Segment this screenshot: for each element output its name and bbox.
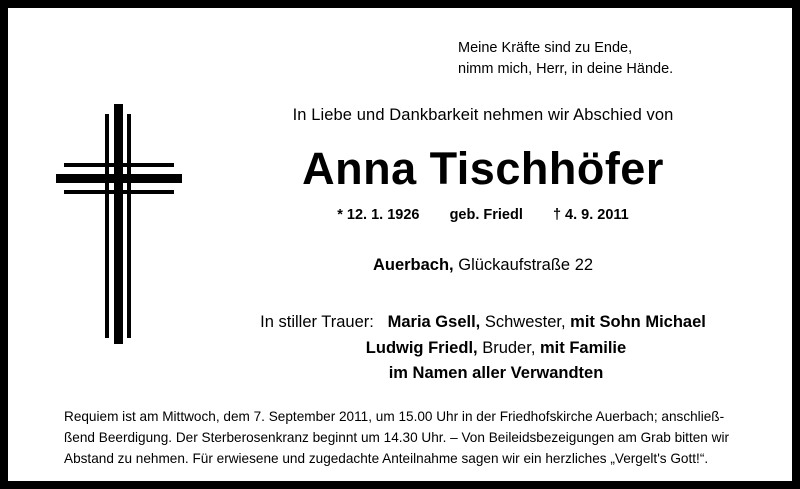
lead-text: In Liebe und Dankbarkeit nehmen wir Abschied von [292, 106, 674, 124]
deceased-name: Anna Tischhöfer [302, 143, 664, 194]
mourner-1-extra: mit Sohn Michael [570, 313, 706, 331]
maiden-name: geb. Friedl [449, 207, 523, 223]
cross-icon [56, 104, 186, 344]
service-details-line-2: ßend Beerdigung. Der Sterberosenkranz beginnt um 14.30 Uhr. – Von Beileidsbezeigungen am Grab bitten wir [64, 430, 729, 446]
cross-vertical-thin-left [105, 114, 109, 338]
cross-horizontal-thin-bottom [64, 190, 174, 194]
mourner-2-extra: mit Familie [540, 338, 627, 357]
death-date: † 4. 9. 2011 [552, 207, 629, 223]
epitaph-line-1: Meine Kräfte sind zu Ende, [458, 40, 633, 56]
service-details-line-1: Requiem ist am Mittwoch, dem 7. September 2011, um 15.00 Uhr in der Friedhofskirche Auerbach; anschließ- [64, 409, 725, 424]
mourner-2-name: Ludwig Friedl, [365, 338, 478, 357]
mourner-1-relation: Schwester, [484, 313, 566, 331]
mourners-block [198, 310, 768, 387]
address-town: Auerbach, [372, 256, 454, 274]
cross-vertical-thick [114, 104, 123, 344]
address-street: Glückaufstraße 22 [458, 256, 594, 274]
mourners-label: In stiller Trauer: [260, 313, 374, 331]
epitaph-line-2: nimm mich, Herr, in deine Hände. [458, 61, 674, 78]
obituary-notice [8, 8, 792, 481]
main-text-block [198, 106, 768, 387]
cross-horizontal-thick [56, 174, 182, 183]
service-details-line-3: Abstand zu nehmen. Für erwiesene und zugedachte Anteilnahme sagen wir ein herzliches „Vergelt's Gott!“. [64, 451, 709, 467]
life-dates [198, 207, 768, 223]
mourner-1-name: Maria Gsell, [387, 313, 481, 331]
cross-horizontal-thin-top [64, 163, 174, 167]
mourners-row-2 [224, 336, 768, 362]
mourners-row-1 [198, 310, 768, 336]
birth-date: * 12. 1. 1926 [337, 207, 420, 223]
mourner-2-relation: Bruder, [482, 338, 536, 357]
address [198, 256, 768, 275]
cross-vertical-thin-right [127, 114, 131, 338]
mourners-row-3: im Namen aller Verwandten [388, 364, 604, 383]
epitaph [458, 38, 778, 80]
service-details [64, 406, 752, 470]
